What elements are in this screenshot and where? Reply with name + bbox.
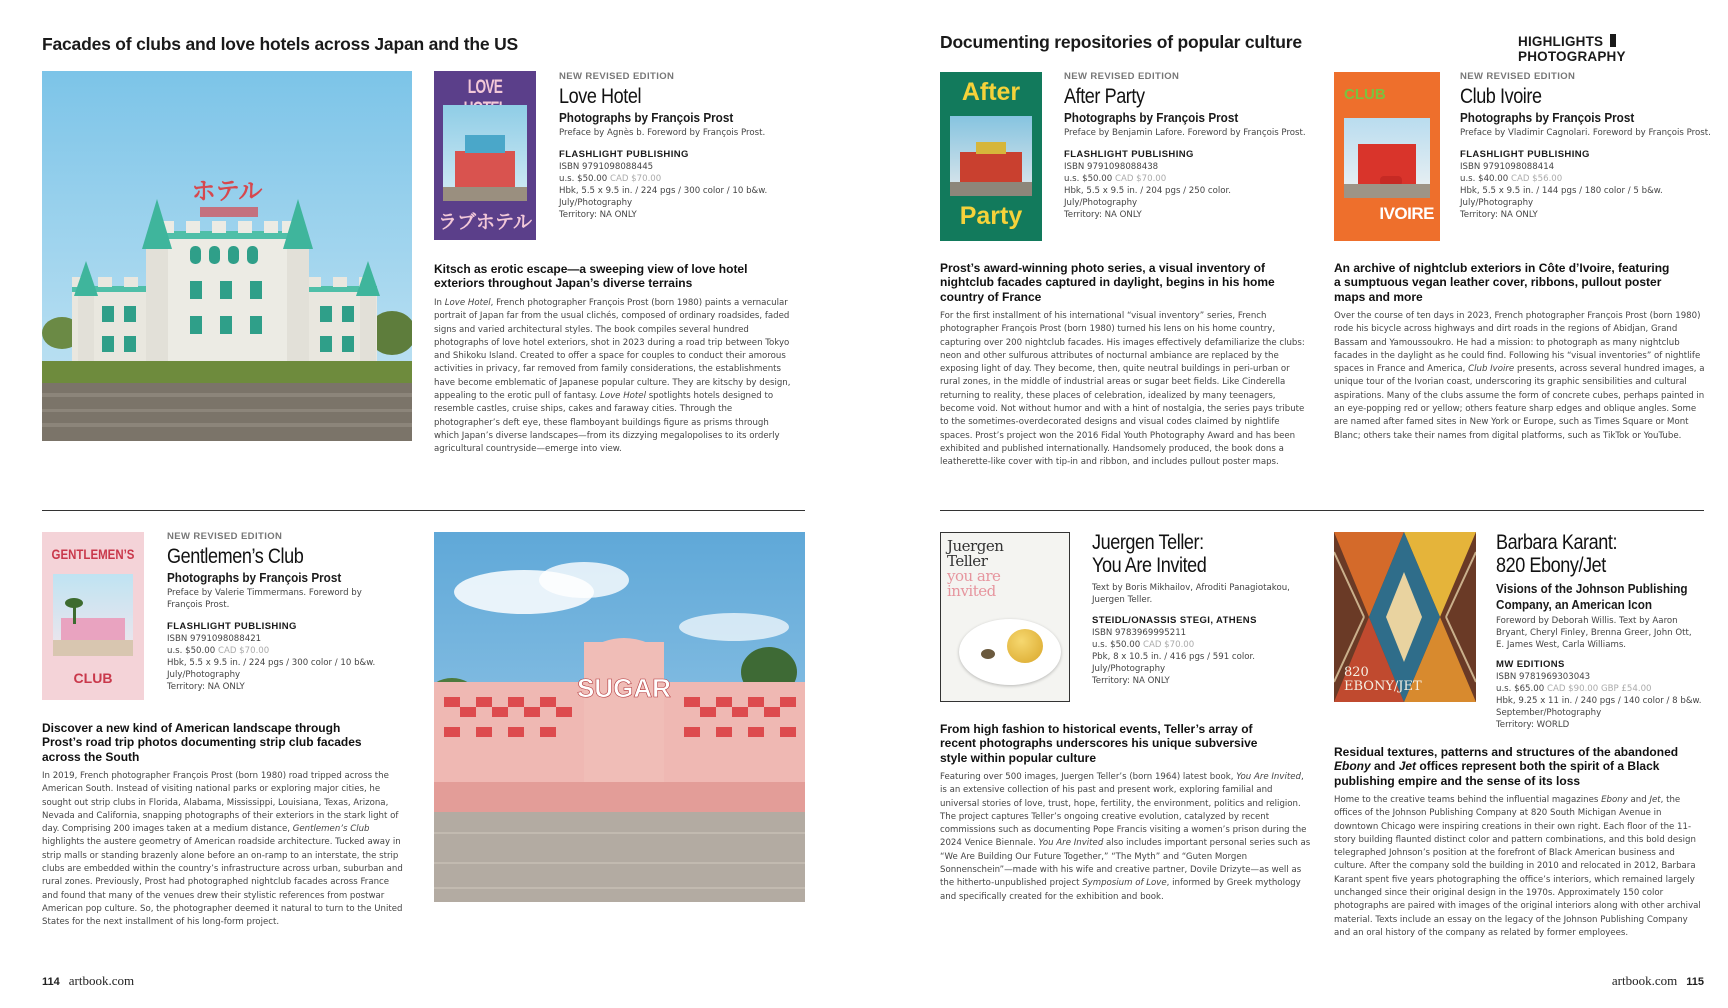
gentlemens-club-cover (42, 532, 144, 700)
love-hotel-cover-japanese: ラブホテル (437, 211, 533, 233)
barbara-karant-lead: Residual textures, patterns and structures of the abandoned Ebony and Jet offices represent both the spirit of a Black publishing empire and the sense of its loss (1334, 745, 1679, 788)
love-hotel-price-us: u.s. $50.00 (559, 173, 608, 184)
after-party-cover (940, 72, 1042, 241)
juergen-teller-cover-title2: invited (947, 582, 996, 600)
club-ivoire-body: Over the course of ten days in 2023, French photographer François Prost (born 1980) rode his bicycle across highways and dirt roads in the regions of Abidjan, Grand Bassam and Yamoussoukro. He had a mission: to photograph as many nightclub facades in the daylight as he could find. Following his “visual inventories” of nightlife spaces in France and America, Club Ivoire presents, across several hundred images, a unique tour of the Ivorian coast, underscoring its graphic sensibilities and cultural aspirations. Many of the clubs assume the form of concrete cubes, perhaps painted in an eye-popping red or yellow; others feature sharp edges and oblique angles. Some are named after famed sites in New York or Europe, such as Times Square or Mont Blanc; others take their names from digital platforms, such as TikTok or YouTube. (1334, 311, 1705, 441)
gentlemens-club-body: In 2019, French photographer François Prost (born 1980) road tripped across the American South. Instead of visiting national parks or exploring major cities, he sought out strip clubs in Florida, Alabama, Mississippi, Louisiana, Texas, Arizona, Nevada and California, snapping photographs of their exteriors in the stark light of day. Comprising 200 images taken at a medium distance, Gentlemen’s Club highlights the austere geometry of American roadside architecture. Tucked away in strip malls or standing brazenly alone before an on-ramp to an interstate, the strip clubs are embedded within the country’s infrastructure across urban, suburban and rural zones. Previously, Prost had photographed nightclub facades across France and found that many of the venues drew their stylistic references from postwar American pop culture. So, the photographer deemed it natural to turn to the United States for the next installment of his long-form project. (42, 771, 403, 928)
barbara-karant-date: September/Photography (1496, 708, 1602, 718)
juergen-teller-body: Featuring over 500 images, Juergen Teller’s (born 1964) latest book, You Are Invited, is an extensive collection of his past and present work, exploring familial and universal stories of love, trust, hope, fertility, the environment, politics and religion. The project captures Teller’s ongoing creative evolution, catalyzed by recent commissions such as documenting Pope Francis visiting a women’s prison during the 2024 Venice Biennale. You Are Invited also includes important personal series such as “We Are Building Our Future Together,” “The Myth” and “Guten Morgen Sonnenschein”—made with his wife and creative partner, Dovile Drizyte—as well as the hitherto-unpublished project Symposium of Love, informed by Greek mythology and specifically created for the exhibition and book. (940, 772, 1311, 902)
love-hotel-subtitle: Photographs by François Prost (559, 110, 734, 125)
love-hotel-lead: Kitsch as erotic escape—a sweeping view of love hotel exteriors throughout Japan’s diverse terrains (434, 262, 748, 291)
gentlemens-club-territory: Territory: NA ONLY (167, 681, 245, 692)
juergen-teller-publisher: STEIDL/ONASSIS STEGI, ATHENS (1092, 615, 1257, 626)
gentlemens-club-credits: Preface by Valerie Timmermans. Foreword by François Prost. (167, 587, 362, 610)
sugar-club-photo (434, 532, 805, 902)
love-hotel-edition: NEW REVISED EDITION (559, 71, 675, 82)
barbara-karant-title-line2: 820 Ebony/Jet (1496, 554, 1606, 577)
juergen-teller-isbn: ISBN 9783969995211 (1092, 628, 1187, 638)
barbara-karant-credits: Foreword by Deborah Willis. Text by Aaron Bryant, Cheryl Finley, Brenna Greer, John Ott, E. James West, Carla Williams. (1496, 616, 1692, 650)
club-ivoire-title: Club Ivoire (1460, 85, 1542, 108)
barbara-karant-price-us: u.s. $65.00 (1496, 684, 1545, 694)
right-site-link[interactable]: artbook.com (1611, 973, 1678, 988)
after-party-format: Hbk, 5.5 x 9.5 in. / 204 pgs / 250 color. (1064, 185, 1232, 196)
love-hotel-isbn: ISBN 9791098088445 (559, 161, 654, 172)
after-party-body: For the first installment of his international “visual inventory” series, French photographer François Prost (born 1980) turned his lens on his home country, capturing over 200 nightclub facades. His images effectively defamiliarize the clubs: neon and other sulfurous attributes of nocturnal ambiance are replaced by the exposing light of day. They become, then, quite neutral buildings in peri-urban or rural zones, in the middle of industrial areas or sugar beet fields. Like Cinderella returning to reality, these places of celebration, idealized by many teenagers, become void. Not without humor and with a hint of nostalgia, the series pays tribute to the sometimes-overdecorated designs and visual codes claimed by nightlife spaces. Prost’s project won the 2016 Fidal Youth Photography Award and has been exhibited and published internationally. Handsomely produced, the book dons a leatherette-like cover with tip-in and ribbon, and includes pullout poster maps. (940, 311, 1305, 468)
gentlemens-club-publisher: FLASHLIGHT PUBLISHING (167, 620, 297, 632)
hotel-sign-text: ホテル (191, 177, 263, 205)
juergen-teller-price-us: u.s. $50.00 (1092, 640, 1141, 650)
club-ivoire-cover-title: CLUB (1344, 86, 1386, 103)
right-page-number: 115 (1686, 976, 1704, 988)
juergen-teller-info (1092, 531, 1322, 687)
after-party-subtitle: Photographs by François Prost (1064, 110, 1239, 125)
right-section-title: Documenting repositories of popular culture (940, 32, 1302, 52)
love-hotel-price-other: CAD $70.00 (609, 173, 662, 184)
gentlemens-club-lead: Discover a new kind of American landscape through Prost’s road trip photos documenting strip club facades across the South (42, 721, 362, 764)
after-party-lead: Prost’s award-winning photo series, a visual inventory of nightclub facades captured in daylight, begins in his home country of France (940, 261, 1275, 304)
gentlemens-club-cover-title: GENTLEMEN’S (51, 546, 135, 562)
club-ivoire-format: Hbk, 5.5 x 9.5 in. / 144 pgs / 180 color / 5 b&w. (1460, 185, 1663, 196)
barbara-karant-publisher: MW EDITIONS (1496, 659, 1565, 670)
love-hotel-cover (434, 71, 536, 240)
running-head-section: HIGHLIGHTS (1518, 34, 1604, 49)
juergen-teller-cover-name2: Teller (947, 552, 988, 570)
left-page-number: 114 (42, 976, 60, 988)
after-party-price-us: u.s. $50.00 (1064, 173, 1113, 184)
after-party-credits: Preface by Benjamin Lafore. Foreword by François Prost. (1064, 127, 1306, 138)
left-site-link[interactable]: artbook.com (68, 973, 135, 988)
gentlemens-club-date: July/Photography (167, 669, 241, 680)
club-ivoire-price-other: CAD $56.00 (1510, 173, 1563, 184)
running-head-category: PHOTOGRAPHY (1518, 49, 1626, 64)
club-ivoire-price-us: u.s. $40.00 (1460, 173, 1509, 184)
love-hotel-body: In Love Hotel, French photographer François Prost (born 1980) paints a vernacular portrait of Japan far from the usual clichés, composed of ordinary roadsides, faded signs and varied architectural styles. The book compiles several hundred photographs of love hotel exteriors, shot in 2023 during a road trip between Tokyo and Shikoku Island. Created to offer a space for couples to conduct their amorous activities in privacy, far removed from family considerations, the establishments have become emblematic of Japanese popular culture. They are kitschy by design, appealing to the erotic pull of fantasy. Love Hotel spotlights hotels designed to resemble castles, cruise ships, cakes and faraway cities. Through the photographer’s deft eye, these flamboyant buildings figure as prisms through which Japan’s diverse landscapes—from its dizzying megalopolises to its orderly agricultural countryside—emerge into view. (434, 298, 791, 455)
barbara-karant-price-other: CAD $90.00 GBP £54.00 (1546, 684, 1652, 694)
gentlemens-club-isbn: ISBN 9791098088421 (167, 633, 262, 644)
club-ivoire-date: July/Photography (1460, 197, 1534, 208)
love-hotel-photo (42, 71, 412, 441)
barbara-karant-subtitle-line1: Visions of the Johnson Publishing (1496, 581, 1688, 596)
barbara-karant-cover-title: 820 EBONY/JET (1344, 665, 1422, 694)
right-folio (1598, 973, 1704, 989)
barbara-karant-cover (1334, 532, 1476, 702)
juergen-teller-credits: Text by Boris Mikhailov, Afroditi Panagiotakou, Juergen Teller. (1092, 583, 1290, 605)
club-ivoire-publisher: FLASHLIGHT PUBLISHING (1460, 148, 1590, 160)
club-ivoire-edition: NEW REVISED EDITION (1460, 71, 1576, 82)
juergen-teller-title-line1: Juergen Teller: (1092, 531, 1204, 554)
club-ivoire-territory: Territory: NA ONLY (1460, 209, 1538, 220)
after-party-cover-subtitle: Party (959, 202, 1023, 230)
gentlemens-club-price-us: u.s. $50.00 (167, 645, 216, 656)
gentlemens-club-format: Hbk, 5.5 x 9.5 in. / 224 pgs / 300 color / 10 b&w. (167, 657, 376, 668)
gentlemens-club-title: Gentlemen’s Club (167, 545, 304, 568)
running-head-divider (1610, 34, 1616, 47)
gentlemens-club-edition: NEW REVISED EDITION (167, 531, 283, 542)
after-party-isbn: ISBN 9791098088438 (1064, 161, 1159, 172)
barbara-karant-isbn: ISBN 9781969303043 (1496, 672, 1591, 682)
gentlemens-club-price-other: CAD $70.00 (217, 645, 270, 656)
love-hotel-date: July/Photography (559, 197, 633, 208)
club-ivoire-lead: An archive of nightclub exteriors in Côte d’Ivoire, featuring a sumptuous vegan leather cover, ribbons, pullout poster maps and more (1334, 261, 1670, 304)
left-folio (42, 973, 134, 989)
club-ivoire-subtitle: Photographs by François Prost (1460, 110, 1635, 125)
club-ivoire-cover-subtitle: IVOIRE (1379, 204, 1434, 223)
club-ivoire-cover (1334, 72, 1440, 241)
love-hotel-info (559, 71, 799, 221)
love-hotel-cover-title: LOVE (467, 77, 503, 98)
right-divider (940, 510, 1704, 511)
left-section-title: Facades of clubs and love hotels across Japan and the US (42, 34, 519, 54)
after-party-price-other: CAD $70.00 (1114, 173, 1167, 184)
juergen-teller-cover-name1: Juergen (947, 537, 1004, 555)
sugar-sign-text: SUGAR (577, 673, 671, 703)
juergen-teller-date: July/Photography (1092, 664, 1166, 674)
after-party-info (1064, 71, 1314, 221)
after-party-cover-title: After (961, 78, 1021, 106)
juergen-teller-cover (940, 532, 1070, 702)
gentlemens-club-info (167, 531, 397, 693)
love-hotel-territory: Territory: NA ONLY (559, 209, 637, 220)
after-party-date: July/Photography (1064, 197, 1138, 208)
barbara-karant-territory: Territory: WORLD (1496, 720, 1570, 730)
after-party-territory: Territory: NA ONLY (1064, 209, 1142, 220)
after-party-title: After Party (1064, 85, 1145, 108)
club-ivoire-info (1460, 71, 1710, 221)
love-hotel-credits: Preface by Agnès b. Foreword by François Prost. (559, 127, 766, 138)
barbara-karant-info (1496, 531, 1706, 731)
gentlemens-club-subtitle: Photographs by François Prost (167, 570, 342, 585)
barbara-karant-title-line1: Barbara Karant: (1496, 531, 1618, 554)
after-party-publisher: FLASHLIGHT PUBLISHING (1064, 148, 1194, 160)
club-ivoire-credits: Preface by Vladimir Cagnolari. Foreword by François Prost. (1460, 127, 1711, 138)
love-hotel-title: Love Hotel (559, 85, 642, 108)
barbara-karant-format: Hbk, 9.25 x 11 in. / 240 pgs / 140 color / 8 b&w. (1496, 696, 1702, 706)
juergen-teller-cover-title1: you are (947, 567, 1001, 585)
juergen-teller-territory: Territory: NA ONLY (1092, 676, 1170, 686)
juergen-teller-lead: From high fashion to historical events, Teller’s array of recent photographs underscores his unique subversive style within popular culture (940, 722, 1258, 765)
love-hotel-format: Hbk, 5.5 x 9.5 in. / 224 pgs / 300 color / 10 b&w. (559, 185, 768, 196)
gentlemens-club-cover-subtitle: CLUB (73, 670, 113, 686)
club-ivoire-isbn: ISBN 9791098088414 (1460, 161, 1555, 172)
running-head (1518, 34, 1728, 64)
after-party-edition: NEW REVISED EDITION (1064, 71, 1180, 82)
juergen-teller-title-line2: You Are Invited (1092, 554, 1207, 577)
juergen-teller-format: Pbk, 8 x 10.5 in. / 416 pgs / 591 color. (1092, 652, 1256, 662)
juergen-teller-price-other: CAD $70.00 (1142, 640, 1195, 650)
barbara-karant-body: Home to the creative teams behind the influential magazines Ebony and Jet, the offices of the Johnson Publishing Company at 820 South Michigan Avenue in downtown Chicago were inspiring creations in their own right. Each floor of the 11-story building flaunted distinct color and pattern combinations, and this bold design telegraphed Johnson’s position at the forefront of Black American business and culture. After the company sold the building in 2010 and relocated in 2012, Barbara Karant spent five years photographing the office’s interiors, which remained largely unchanged since their original design in the 1970s. Approximately 150 color photographs are paired with images of the original interiors along with other archival material. Texts include an essay on the legacy of the Johnson Publishing Company and an oral history of the company as related by former employees. (1334, 795, 1701, 938)
love-hotel-publisher: FLASHLIGHT PUBLISHING (559, 148, 689, 160)
left-divider (42, 510, 805, 511)
barbara-karant-subtitle-line2: Company, an American Icon (1496, 596, 1653, 612)
